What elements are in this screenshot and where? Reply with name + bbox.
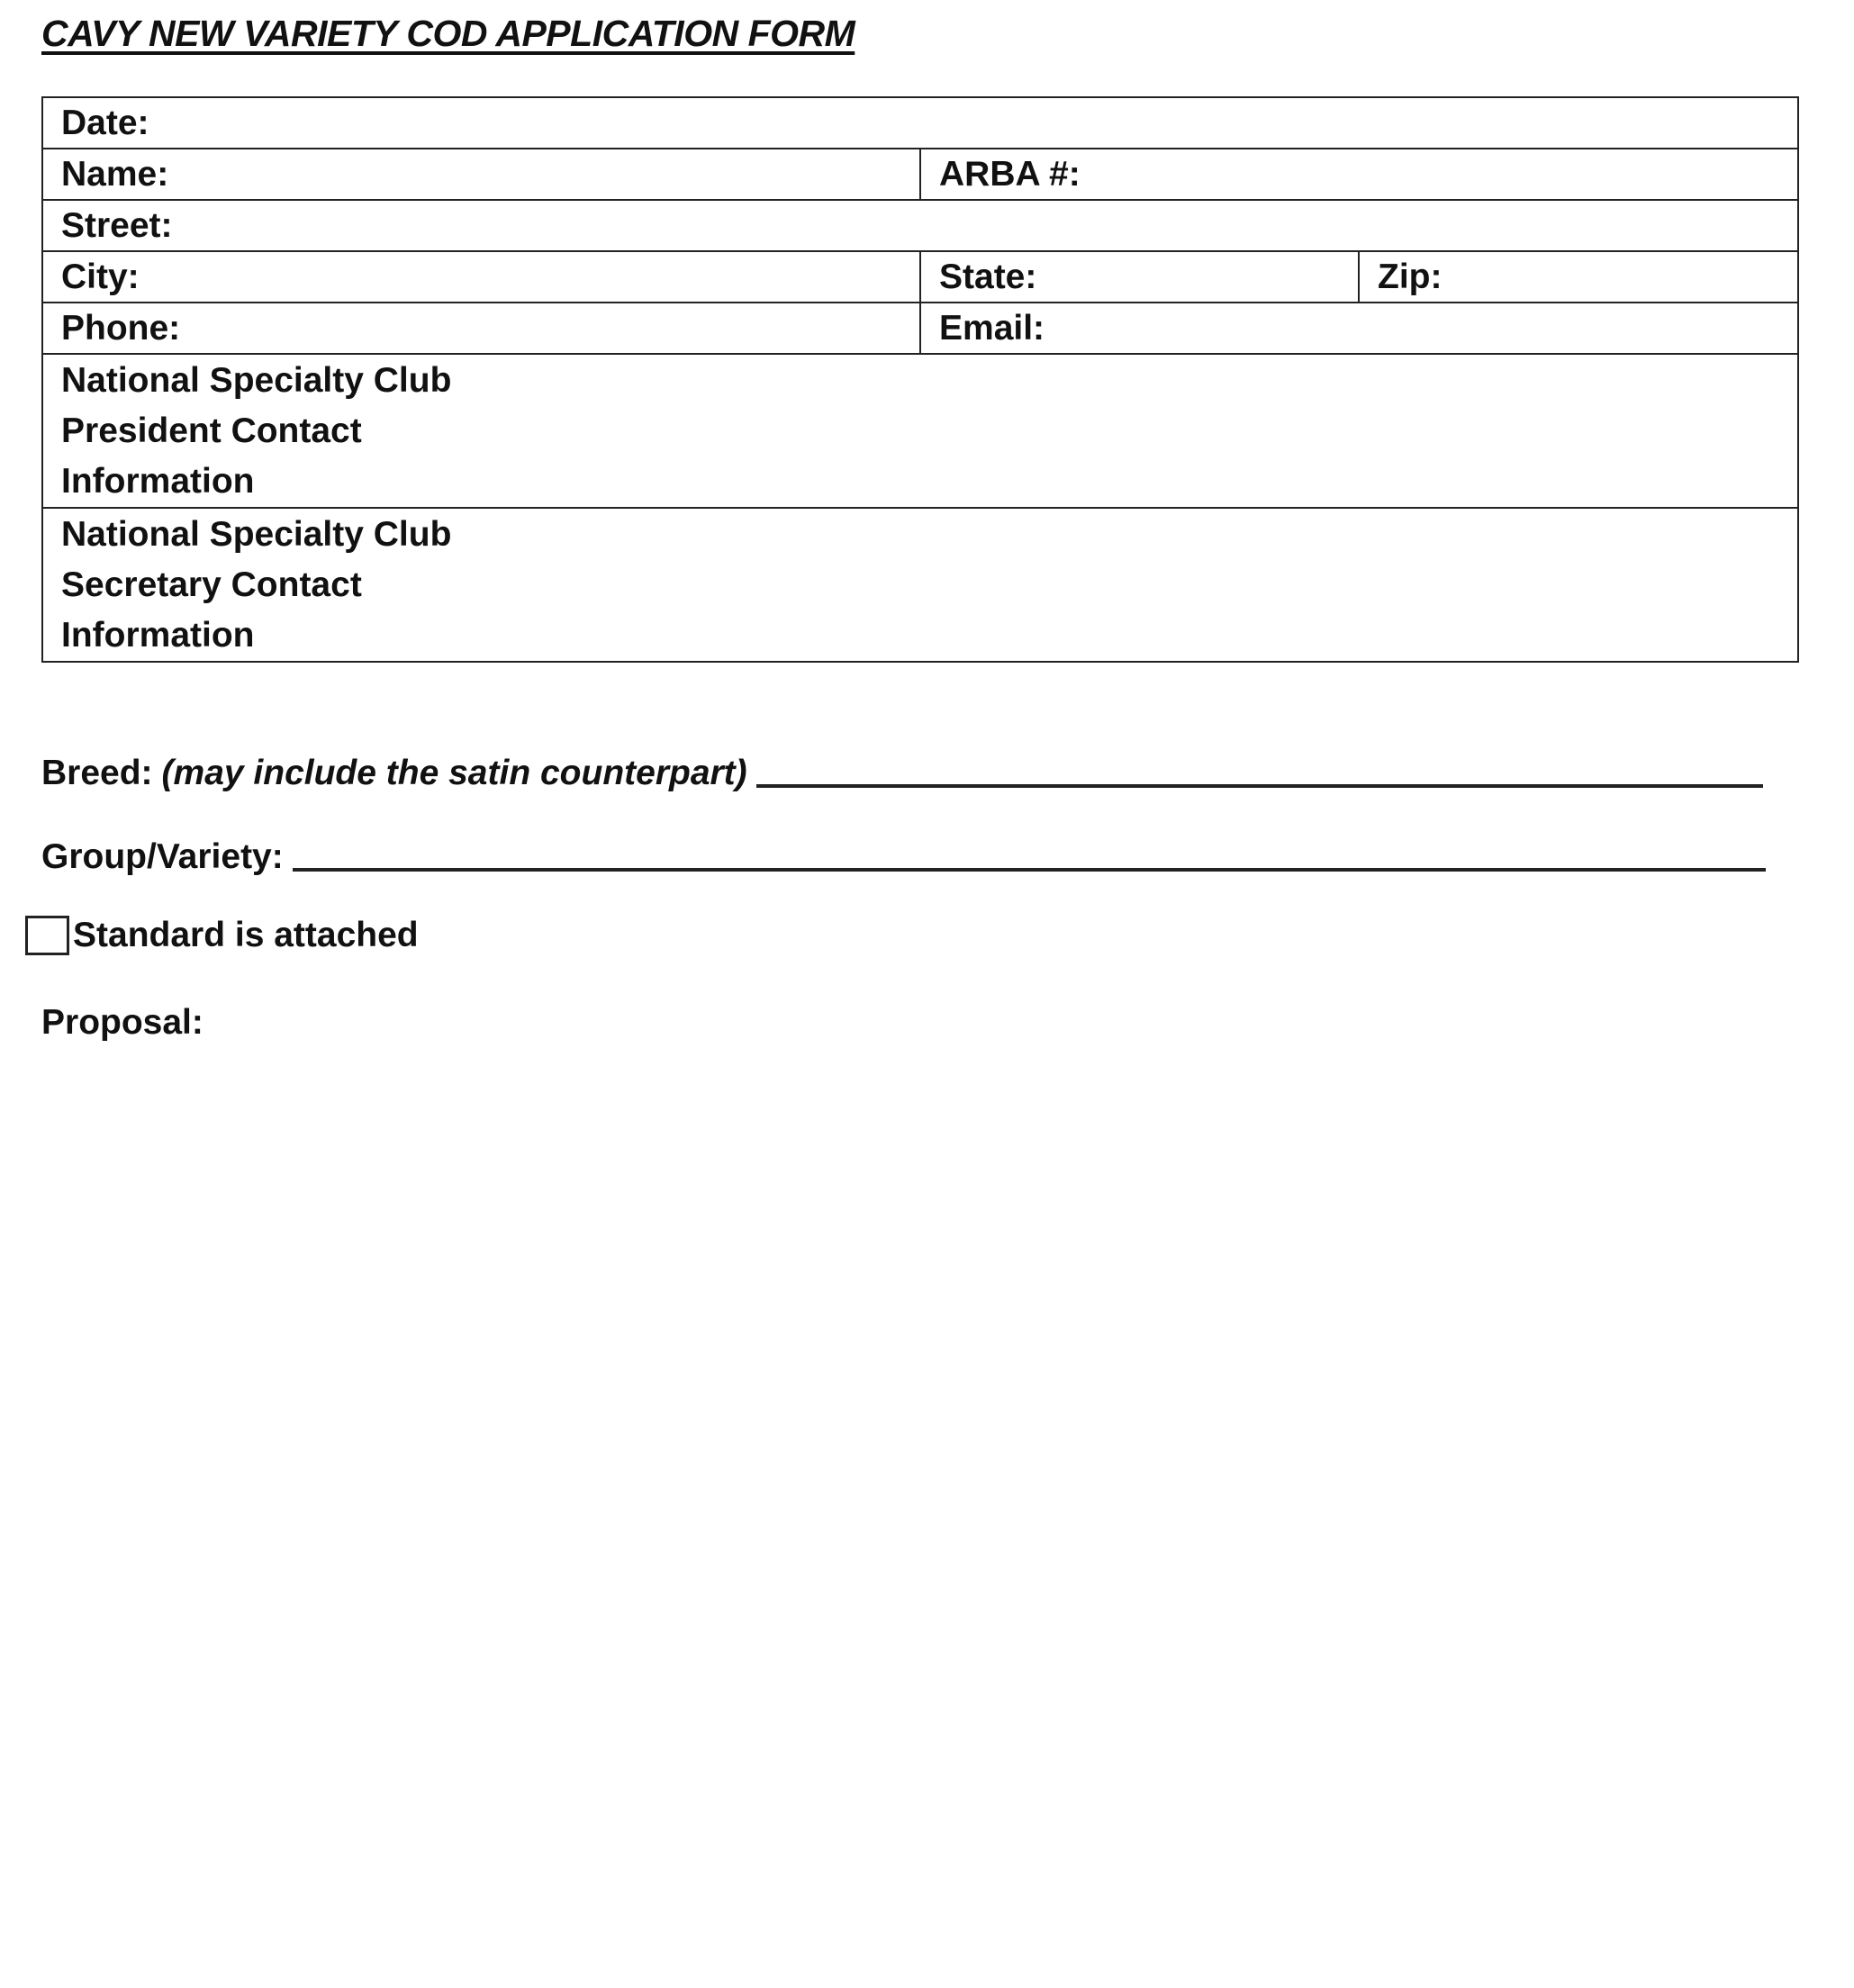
date-cell[interactable]: [42, 97, 1798, 149]
secretary-contact-label: National Specialty Club Secretary Contact Information: [61, 515, 452, 655]
table-row: [42, 251, 1798, 303]
table-row: [42, 508, 1798, 662]
table-row: [42, 303, 1798, 354]
form-title: CAVY NEW VARIETY COD APPLICATION FORM: [41, 13, 855, 54]
zip-label: Zip:: [1378, 257, 1443, 296]
city-cell[interactable]: [42, 251, 920, 303]
president-contact-cell[interactable]: [42, 354, 1798, 508]
arba-label: ARBA #:: [939, 154, 1081, 194]
group-variety-label: Group/Variety:: [41, 837, 284, 876]
applicant-info-table: [41, 96, 1799, 663]
email-cell[interactable]: [920, 303, 1798, 354]
proposal-label: Proposal:: [41, 1003, 203, 1042]
phone-label: Phone:: [61, 308, 181, 348]
breed-note: (may include the satin counterpart): [161, 754, 747, 792]
table-row: [42, 354, 1798, 508]
arba-cell[interactable]: [920, 149, 1798, 200]
date-label: Date:: [61, 103, 149, 142]
email-label: Email:: [939, 308, 1045, 348]
name-label: Name:: [61, 154, 169, 194]
president-contact-label: National Specialty Club President Contact Information: [61, 361, 452, 501]
street-label: Street:: [61, 205, 173, 245]
table-row: [42, 97, 1798, 149]
group-variety-input-line[interactable]: [293, 868, 1766, 872]
standard-attached-label: Standard is attached: [73, 916, 419, 954]
city-label: City:: [61, 257, 140, 296]
street-cell[interactable]: [42, 200, 1798, 251]
zip-cell[interactable]: [1359, 251, 1798, 303]
table-row: [42, 200, 1798, 251]
table-row: [42, 149, 1798, 200]
state-cell[interactable]: [920, 251, 1359, 303]
name-cell[interactable]: [42, 149, 920, 200]
state-label: State:: [939, 257, 1037, 296]
secretary-contact-cell[interactable]: [42, 508, 1798, 662]
standard-attached-checkbox[interactable]: [25, 916, 69, 955]
breed-input-line[interactable]: [756, 784, 1763, 788]
breed-row: [41, 754, 1763, 793]
breed-label: Breed:: [41, 754, 153, 792]
phone-cell[interactable]: [42, 303, 920, 354]
group-variety-row: [41, 837, 1766, 877]
standard-attached-row: [25, 916, 419, 955]
